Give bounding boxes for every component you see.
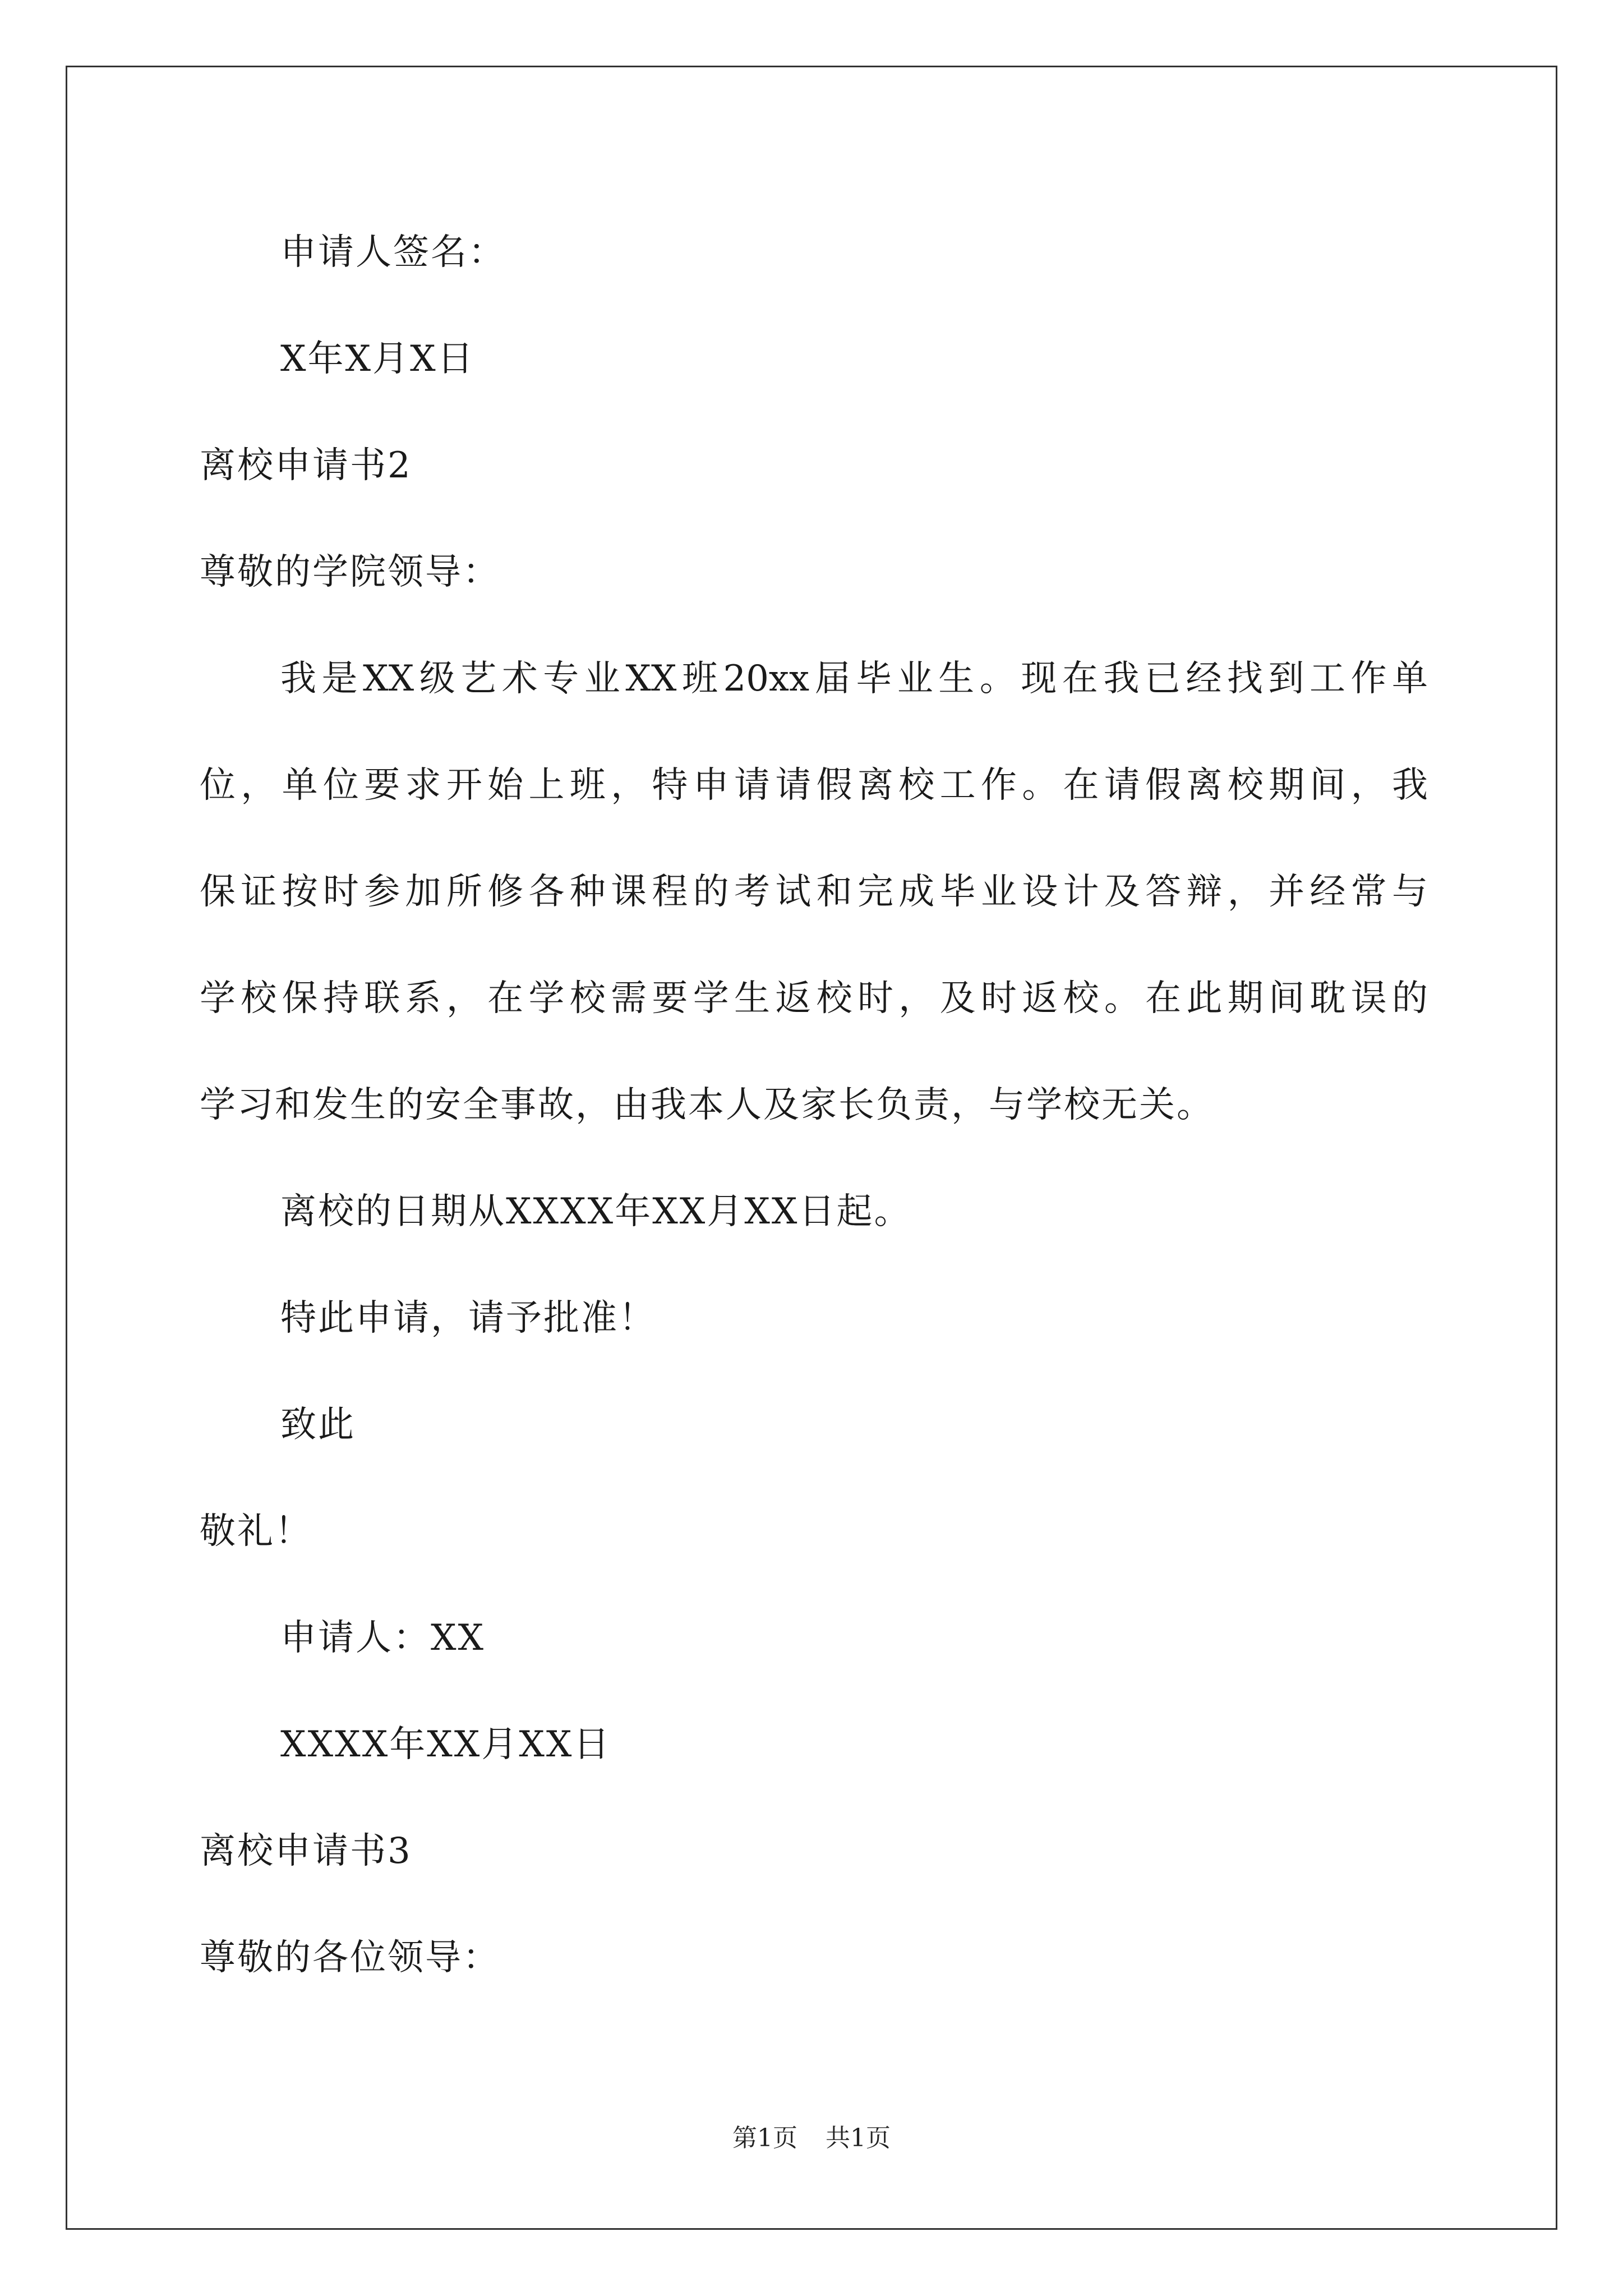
leave-date-line: 离校的日期从XXXX年XX月XX日起。 (280, 1191, 912, 1232)
body-paragraph-line-4: 学校保持联系，在学校需要学生返校时，及时返校。在此期间耽误的 (200, 978, 1428, 1019)
salutation: 尊敬的学院领导： (200, 551, 500, 593)
body-paragraph-line-1: 我是XX级艺术专业XX班20xx届毕业生。现在我已经找到工作单 (280, 658, 1428, 700)
body-paragraph-line-3: 保证按时参加所修各种课程的考试和完成毕业设计及答辩，并经常与 (200, 871, 1428, 913)
request-approval-line: 特此申请，请予批准！ (280, 1297, 656, 1339)
applicant-name: 申请人：XX (280, 1617, 486, 1659)
applicant-signature-label: 申请人签名： (280, 232, 506, 273)
current-page-number: 第1页 (732, 2124, 797, 2152)
page-border (66, 66, 1557, 2230)
signature-date: X年X月X日 (280, 338, 475, 380)
page-footer (0, 2126, 1623, 2151)
total-page-count: 共1页 (826, 2124, 891, 2152)
section-title-2: 离校申请书2 (200, 445, 412, 486)
regards-line: 敬礼！ (200, 1511, 312, 1552)
salutation-3: 尊敬的各位领导： (200, 1937, 500, 1978)
section-title-3: 离校申请书3 (200, 1830, 412, 1872)
application-date: XXXX年XX月XX日 (280, 1724, 611, 1765)
closing-line: 致此 (280, 1404, 356, 1446)
body-paragraph-line-2: 位，单位要求开始上班，特申请请假离校工作。在请假离校期间，我 (200, 765, 1428, 806)
body-paragraph-line-5: 学习和发生的安全事故，由我本人及家长负责，与学校无关。 (200, 1084, 1214, 1126)
